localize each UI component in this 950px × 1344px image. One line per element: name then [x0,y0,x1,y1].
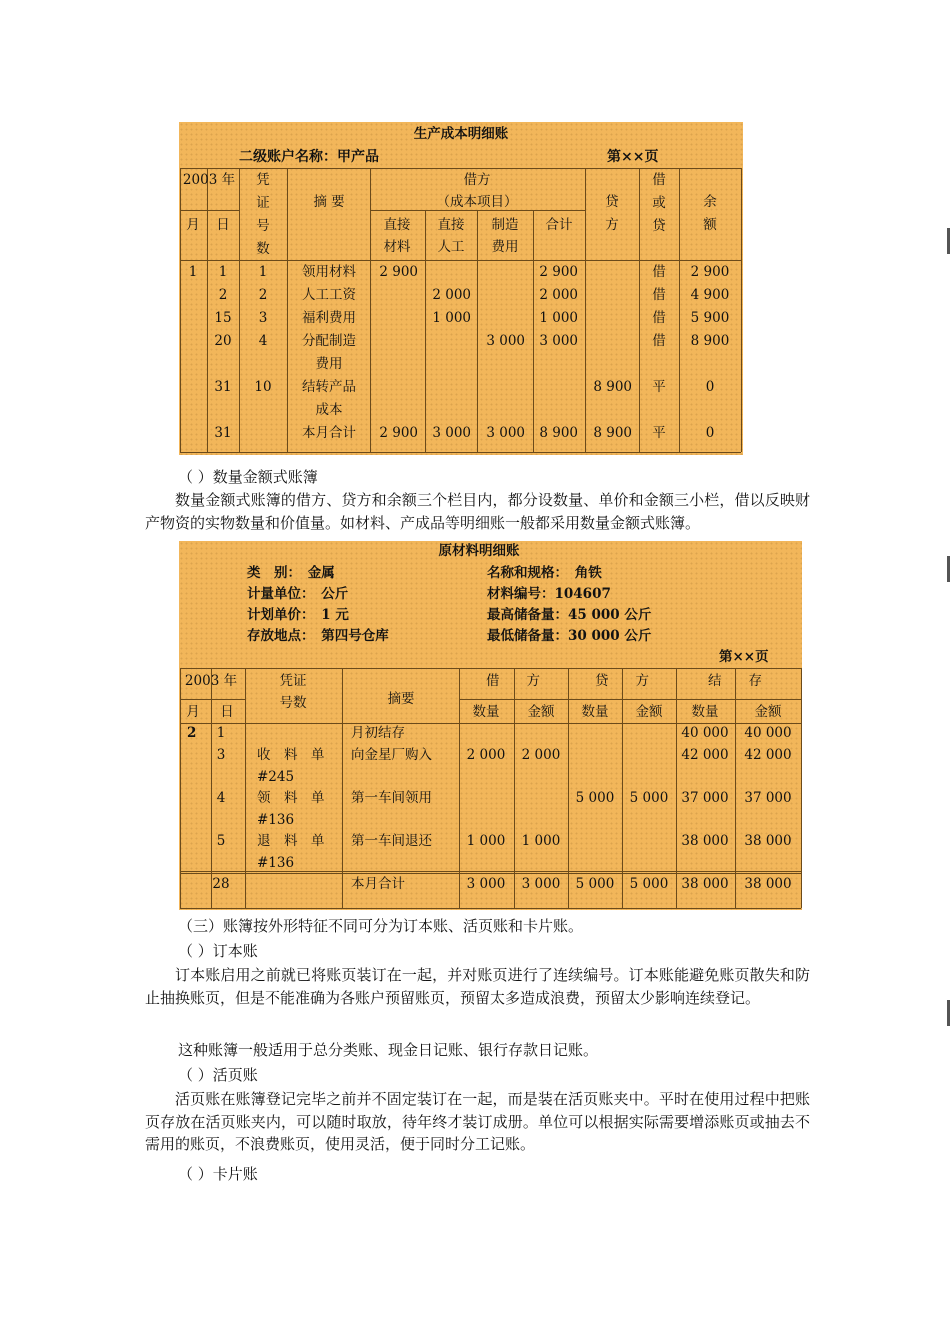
row-summary: 本月合计 [351,876,405,892]
voucher-header: 证 [256,195,270,211]
row-voucher: 收 料 单 [257,747,325,763]
cost-item-header: 直接 [383,217,411,233]
grid-line [180,723,801,724]
row-direct-material: 2 900 [379,425,418,441]
dr-cr-header: 借 [652,172,666,188]
paragraph [145,489,810,534]
row-day: 1 [216,725,226,741]
row-balance-amount: 38 000 [744,833,792,849]
voucher-header: 号 [256,218,270,234]
row-balance: 4 900 [690,287,730,303]
paragraph-text: 活页账在账簿登记完毕之前并不固定装订在一起，而是装在活页账夹中。平时在使用过程中把账页存放在活页账夹内，可以随时取放，待年终才装订成册。单位可以根据实际需要增添账页或抽去不需用的账页，不浪费账页，使用灵活，便于同时分工记账。 [145,1090,810,1153]
info-code: 材料编号：104607 [487,586,611,602]
grid-line [180,168,741,169]
row-dr-cr: 借 [652,264,666,280]
grid-line [180,871,801,872]
dr-cr-header: 贷 [652,218,666,234]
row-dr-cr: 借 [652,333,666,349]
row-balance-qty: 38 000 [681,876,729,892]
row-balance: 8 900 [690,333,730,349]
grid-line [180,668,801,669]
info-plan-price: 计划单价： 1 元 [247,607,349,623]
amount-header: 金额 [635,704,663,720]
grid-line [459,668,460,908]
grid-line [622,668,623,908]
info-location: 存放地点： 第四号仓库 [247,628,389,644]
row-day: 5 [216,833,226,849]
day-header: 日 [220,704,234,720]
row-debit-qty: 2 000 [466,747,506,763]
month-header: 月 [186,704,200,720]
grid-line [180,210,239,211]
row-day: 4 [216,790,226,806]
subsection-heading: （ ）活页账 [178,1066,258,1084]
day-header: 日 [216,217,230,233]
row-credit-amount: 5 000 [629,876,669,892]
section-heading: （三）账簿按外形特征不同可分为订本账、活页账和卡片账。 [178,917,584,935]
row-balance: 5 900 [690,310,730,326]
grid-line [180,260,741,261]
info-min-stock: 最低储备量：30 000 公斤 [487,628,652,644]
row-voucher: 退 料 单 [257,833,325,849]
ledger-page-number: 第××页 [607,149,659,165]
row-voucher: 1 [258,264,268,280]
balance-header: 余 [703,194,717,210]
paragraph [145,1088,810,1156]
grid-line [735,668,736,908]
debit-header: 借方 [463,172,491,188]
row-day: 15 [214,310,232,326]
grid-line [180,668,181,908]
row-balance-amount: 42 000 [744,747,792,763]
year-header: 2003 年 [184,673,238,689]
row-voucher: 3 [258,310,268,326]
year-header: 2003 年 [182,172,236,188]
row-day: 20 [214,333,232,349]
month-header: 月 [186,217,200,233]
row-total: 2 900 [539,264,578,280]
row-voucher: #136 [257,812,295,828]
grid-line [342,668,343,908]
summary-header: 摘要 [387,691,415,707]
cost-item-header: 材料 [383,239,411,255]
grid-line [239,168,240,452]
grid-line [741,168,742,452]
row-voucher: #245 [257,769,295,785]
cost-item-header: 制造 [491,217,519,233]
row-day: 31 [214,425,232,441]
row-balance-amount: 37 000 [744,790,792,806]
cost-item-header: 人工 [437,239,465,255]
row-summary: 第一车间退还 [351,833,432,849]
row-credit-qty: 5 000 [575,876,615,892]
row-debit-amount: 3 000 [521,876,561,892]
grid-line [801,668,802,908]
grid-line [425,210,426,452]
grid-line [287,168,288,452]
voucher-header: 数 [256,241,270,257]
paragraph-text: 订本账启用之前就已将账页装订在一起，并对账页进行了连续编号。订本账能避免账页散失和防止抽换账页，但是不能准确为各账户预留账页，预留太多造成浪费，预留太少影响连续登记。 [145,966,810,1007]
dr-cr-header: 或 [652,195,666,211]
production-cost-ledger [179,122,743,455]
cost-item-header: 合计 [545,217,573,233]
info-max-stock: 最高储备量：45 000 公斤 [487,607,652,623]
row-debit-qty: 1 000 [466,833,506,849]
row-day: 3 [216,747,226,763]
row-summary: 福利费用 [302,310,356,326]
row-summary: 成本 [315,402,343,418]
grid-line [514,668,515,908]
paragraph [145,964,810,1009]
grid-line [211,668,212,908]
row-summary: 领用材料 [302,264,356,280]
grid-line [679,168,680,452]
raw-material-ledger [179,541,802,910]
row-summary: 向金星厂购入 [351,747,432,763]
row-direct-material: 2 900 [379,264,418,280]
row-dr-cr: 借 [652,310,666,326]
row-day: 28 [212,876,230,892]
credit-header: 方 [605,217,619,233]
row-dr-cr: 借 [652,287,666,303]
debit-header: 借 方 [486,673,540,689]
cost-item-header: 费用 [491,239,519,255]
row-balance-qty: 37 000 [681,790,729,806]
grid-line [533,210,534,452]
voucher-header: 号数 [279,695,307,711]
row-voucher: #136 [257,855,295,871]
row-total: 2 000 [539,287,578,303]
row-total: 1 000 [539,310,578,326]
row-dr-cr: 平 [652,379,666,395]
quantity-header: 数量 [691,704,719,720]
subsection-heading: （ ）卡片账 [178,1165,258,1183]
row-voucher: 4 [258,333,268,349]
row-month: 1 [188,264,198,280]
voucher-header: 凭 [256,172,270,188]
row-manufacturing-cost: 3 000 [486,333,525,349]
row-day: 2 [218,287,228,303]
row-balance-qty: 38 000 [681,833,729,849]
amount-header: 金额 [754,704,782,720]
grid-line [676,668,677,908]
subsection-heading: （ ）订本账 [178,942,258,960]
amount-header: 金额 [527,704,555,720]
row-voucher: 10 [254,379,272,395]
summary-header: 摘 要 [313,194,345,210]
row-summary: 月初结存 [351,725,405,741]
row-dr-cr: 平 [652,425,666,441]
ledger-title: 生产成本明细账 [413,126,509,142]
row-debit-amount: 1 000 [521,833,561,849]
ledger-title: 原材料明细账 [438,543,520,559]
section-heading: （ ）数量金额式账簿 [178,468,318,486]
cost-item-header: 直接 [437,217,465,233]
grid-line [459,699,801,700]
balance-header: 额 [703,217,717,233]
row-direct-labor: 3 000 [432,425,471,441]
balance-header: 结 存 [708,673,762,689]
row-balance: 2 900 [690,264,730,280]
quantity-header: 数量 [472,704,500,720]
row-balance: 0 [705,425,715,441]
grid-line [245,668,246,908]
row-balance-qty: 42 000 [681,747,729,763]
row-total: 3 000 [539,333,578,349]
row-balance: 0 [705,379,715,395]
row-credit-qty: 5 000 [575,790,615,806]
grid-line [207,168,208,452]
row-summary: 费用 [315,356,343,372]
row-direct-labor: 2 000 [432,287,471,303]
info-category: 类 别： 金属 [247,565,335,581]
row-credit: 8 900 [593,425,632,441]
grid-line [639,168,640,452]
grid-line [370,168,371,452]
grid-line [180,873,801,874]
row-debit-qty: 3 000 [466,876,506,892]
row-day: 1 [218,264,228,280]
row-total: 8 900 [539,425,578,441]
row-month: 2 [187,725,197,741]
row-direct-labor: 1 000 [432,310,471,326]
info-unit: 计量单位： 公斤 [247,586,349,602]
voucher-header: 凭证 [279,673,307,689]
row-summary: 人工工资 [302,287,356,303]
row-debit-amount: 2 000 [521,747,561,763]
quantity-header: 数量 [581,704,609,720]
row-day: 31 [214,379,232,395]
paragraph-text: 这种账簿一般适用于总分类账、现金日记账、银行存款日记账。 [178,1041,599,1059]
row-summary: 第一车间领用 [351,790,432,806]
grid-line [180,452,741,453]
ledger-page-number: 第××页 [719,649,769,665]
row-balance-amount: 38 000 [744,876,792,892]
grid-line [180,168,181,452]
ledger-account-name: 二级账户名称：甲产品 [239,149,379,165]
paragraph-text: 数量金额式账簿的借方、贷方和余额三个栏目内，都分设数量、单价和金额三小栏，借以反映财产物资的实物数量和价值量。如材料、产成品等明细账一般都采用数量金额式账簿。 [145,491,810,532]
row-balance-amount: 40 000 [744,725,792,741]
grid-line [477,210,478,452]
row-summary: 结转产品 [302,379,356,395]
debit-subheader: （成本项目） [436,194,518,210]
row-balance-qty: 40 000 [681,725,729,741]
row-manufacturing-cost: 3 000 [486,425,525,441]
grid-line [585,168,586,452]
grid-line [180,699,245,700]
row-credit: 8 900 [593,379,632,395]
grid-line [568,668,569,908]
row-voucher: 2 [258,287,268,303]
credit-header: 贷 [605,194,619,210]
credit-header: 贷 方 [595,673,649,689]
row-credit-amount: 5 000 [629,790,669,806]
row-summary: 本月合计 [302,425,356,441]
row-summary: 分配制造 [302,333,356,349]
row-voucher: 领 料 单 [257,790,325,806]
info-spec: 名称和规格： 角铁 [487,565,602,581]
grid-line [180,908,801,909]
